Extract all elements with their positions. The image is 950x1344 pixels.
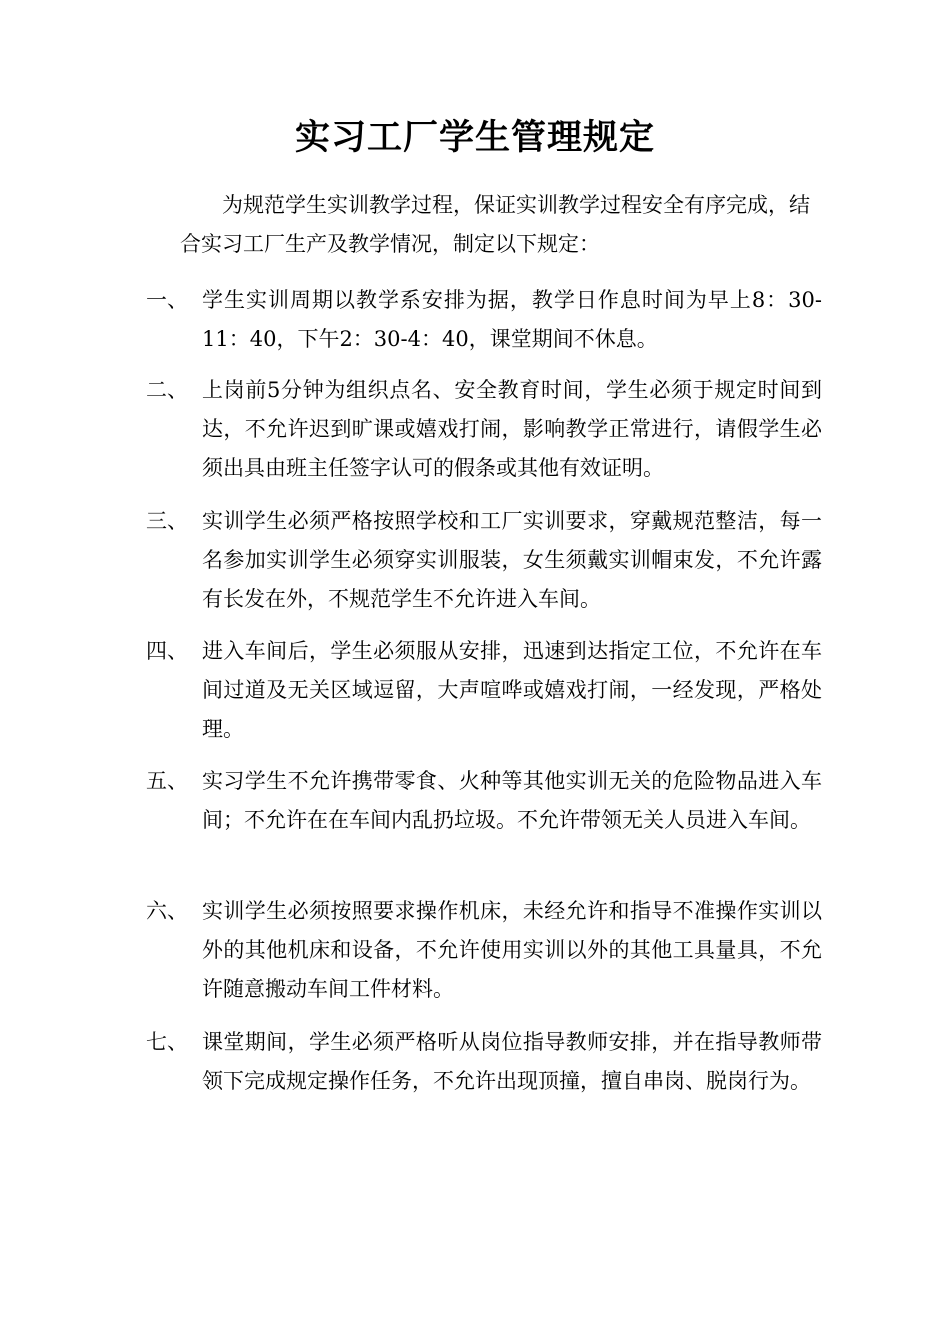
rule-text: 课堂期间，学生必须严格听从岗位指导教师安排，并在指导教师带领下完成规定操作任务，不允许出现顶撞，擅自串岗、脱岗行为。 [202, 1030, 822, 1093]
intro-paragraph: 为规范学生实训教学过程，保证实训教学过程安全有序完成，结合实习工厂生产及教学情况，制定以下规定： [180, 193, 810, 256]
rule-text: 上岗前5分钟为组织点名、安全教育时间，学生必须于规定时间到达，不允许迟到旷课或嬉戏打闹，影响教学正常进行，请假学生必须出具由班主任签字认可的假条或其他有效证明。 [202, 378, 822, 480]
rule-number: 五、 [146, 769, 188, 793]
rule-text: 实训学生必须按照要求操作机床，未经允许和指导不准操作实训以外的其他机床和设备，不允许使用实训以外的其他工具量具，不允许随意搬动车间工件材料。 [202, 899, 822, 1001]
rule-text: 学生实训周期以教学系安排为据，教学日作息时间为早上8：30-11：40，下午2：30-4：40，课堂期间不休息。 [202, 288, 822, 351]
document-title: 实习工厂学生管理规定 [294, 118, 655, 158]
rule-number: 四、 [146, 639, 188, 663]
rule-text: 进入车间后，学生必须服从安排，迅速到达指定工位，不允许在车间过道及无关区域逗留，大声喧哗或嬉戏打闹，一经发现，严格处理。 [202, 639, 822, 741]
rule-number: 六、 [146, 899, 188, 923]
rule-item [146, 371, 826, 488]
rule-item [146, 632, 826, 749]
rule-item [146, 281, 826, 359]
rule-item [146, 762, 826, 840]
rule-text: 实训学生必须严格按照学校和工厂实训要求，穿戴规范整洁，每一名参加实训学生必须穿实训服装，女生须戴实训帽束发，不允许露有长发在外，不规范学生不允许进入车间。 [202, 509, 822, 611]
rule-number: 七、 [146, 1030, 188, 1054]
rule-number: 一、 [146, 288, 188, 312]
rule-number: 三、 [146, 509, 188, 533]
rule-item [146, 1023, 826, 1101]
rule-text: 实习学生不允许携带零食、火种等其他实训无关的危险物品进入车间；不允许在在车间内乱扔垃圾。不允许带领无关人员进入车间。 [202, 769, 822, 832]
rule-item [146, 502, 826, 619]
rule-item [146, 892, 826, 1009]
rule-number: 二、 [146, 378, 188, 402]
